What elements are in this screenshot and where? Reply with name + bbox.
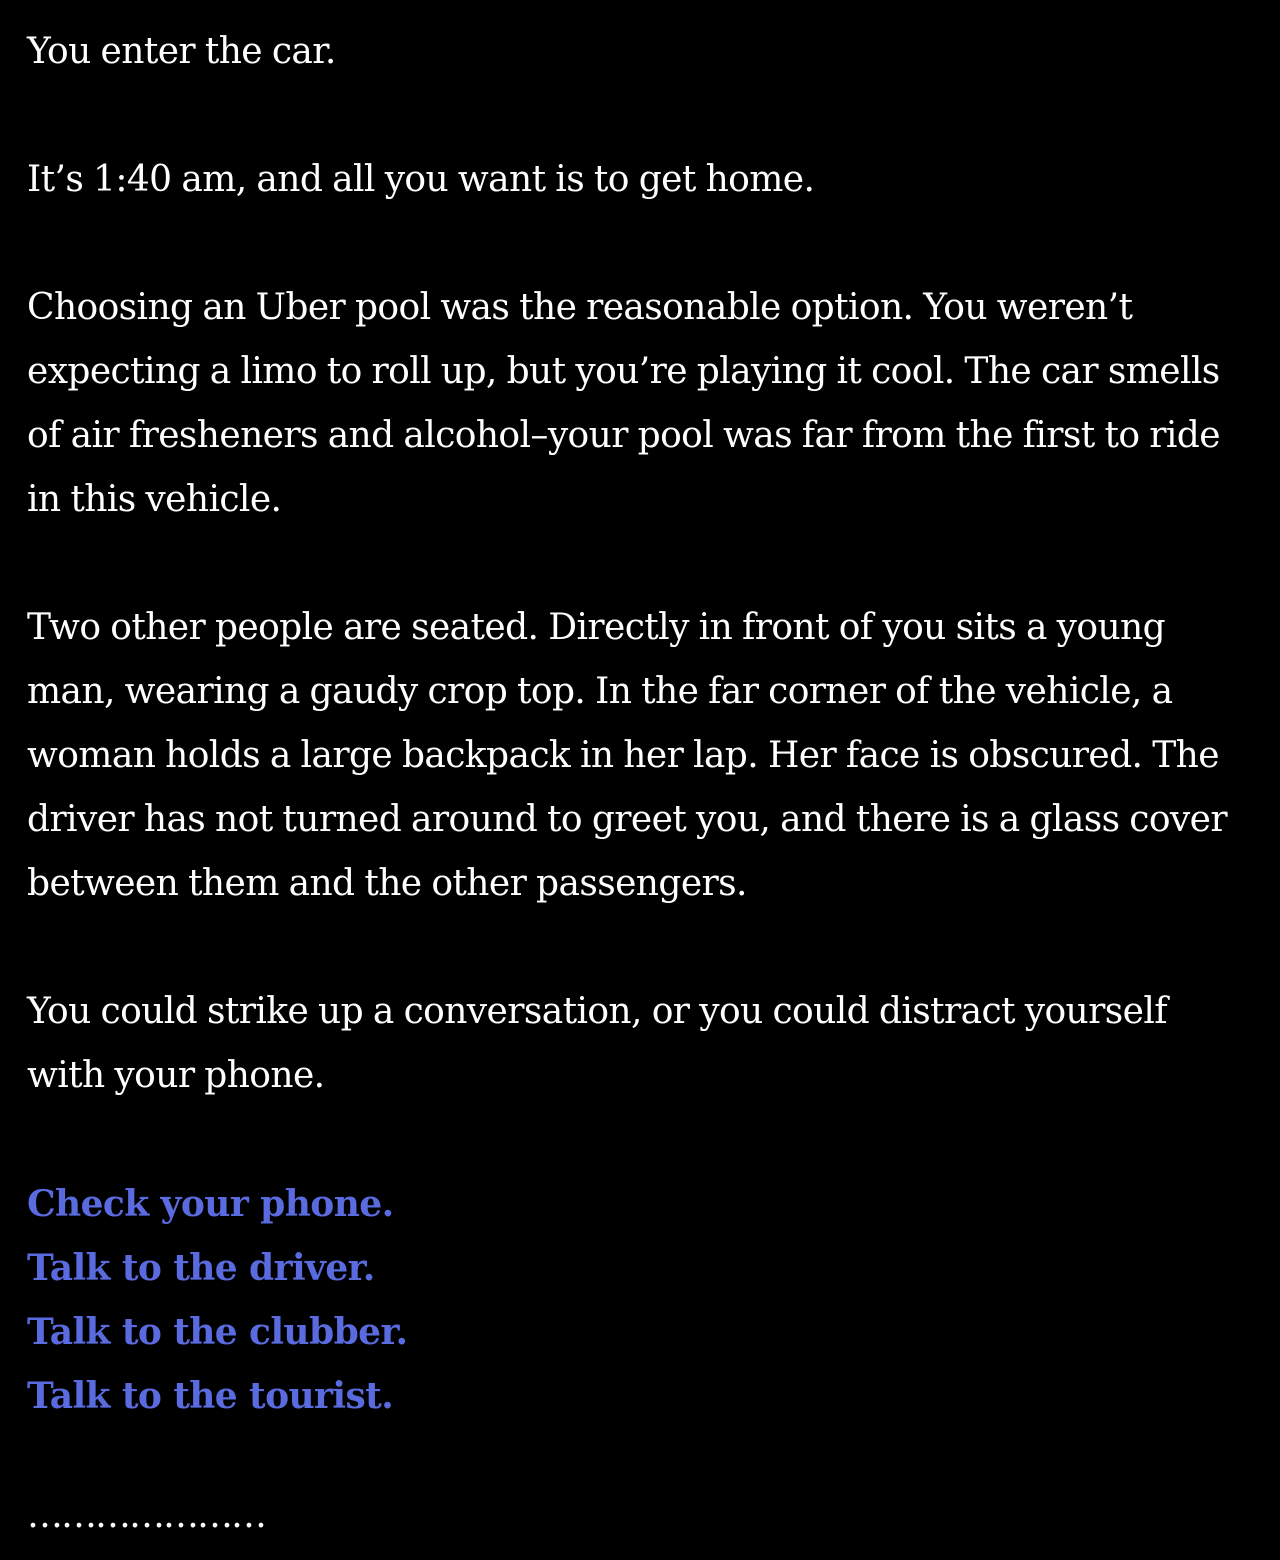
story-paragraph: Two other people are seated. Directly in front of you sits a young man, wearing a gaudy crop top. In the far corner of the vehicle, a woman holds a large backpack in her lap. Her face is obscured. The driver has not turned around to greet you, and there is a glass cover between them and the other passengers. [27,607,1227,904]
story-paragraph: You enter the car. [27,31,336,72]
section-divider: ………………… [27,1495,265,1536]
story-paragraph: It’s 1:40 am, and all you want is to get home. [27,159,815,200]
choice-talk-clubber[interactable]: Talk to the clubber. [27,1311,408,1353]
choice-talk-driver[interactable]: Talk to the driver. [27,1247,375,1289]
choice-list [27,1172,1253,1428]
story-paragraph: You could strike up a conversation, or you could distract yourself with your phone. [27,991,1167,1096]
choice-talk-tourist[interactable]: Talk to the tourist. [27,1375,394,1417]
choice-check-phone[interactable]: Check your phone. [27,1183,394,1225]
story-passage [27,20,1253,1428]
story-paragraph: Choosing an Uber pool was the reasonable option. You weren’t expecting a limo to roll up, but you’re playing it cool. The car smells of air fresheners and alcohol–your pool was far from the first to ride in this vehicle. [27,287,1220,520]
